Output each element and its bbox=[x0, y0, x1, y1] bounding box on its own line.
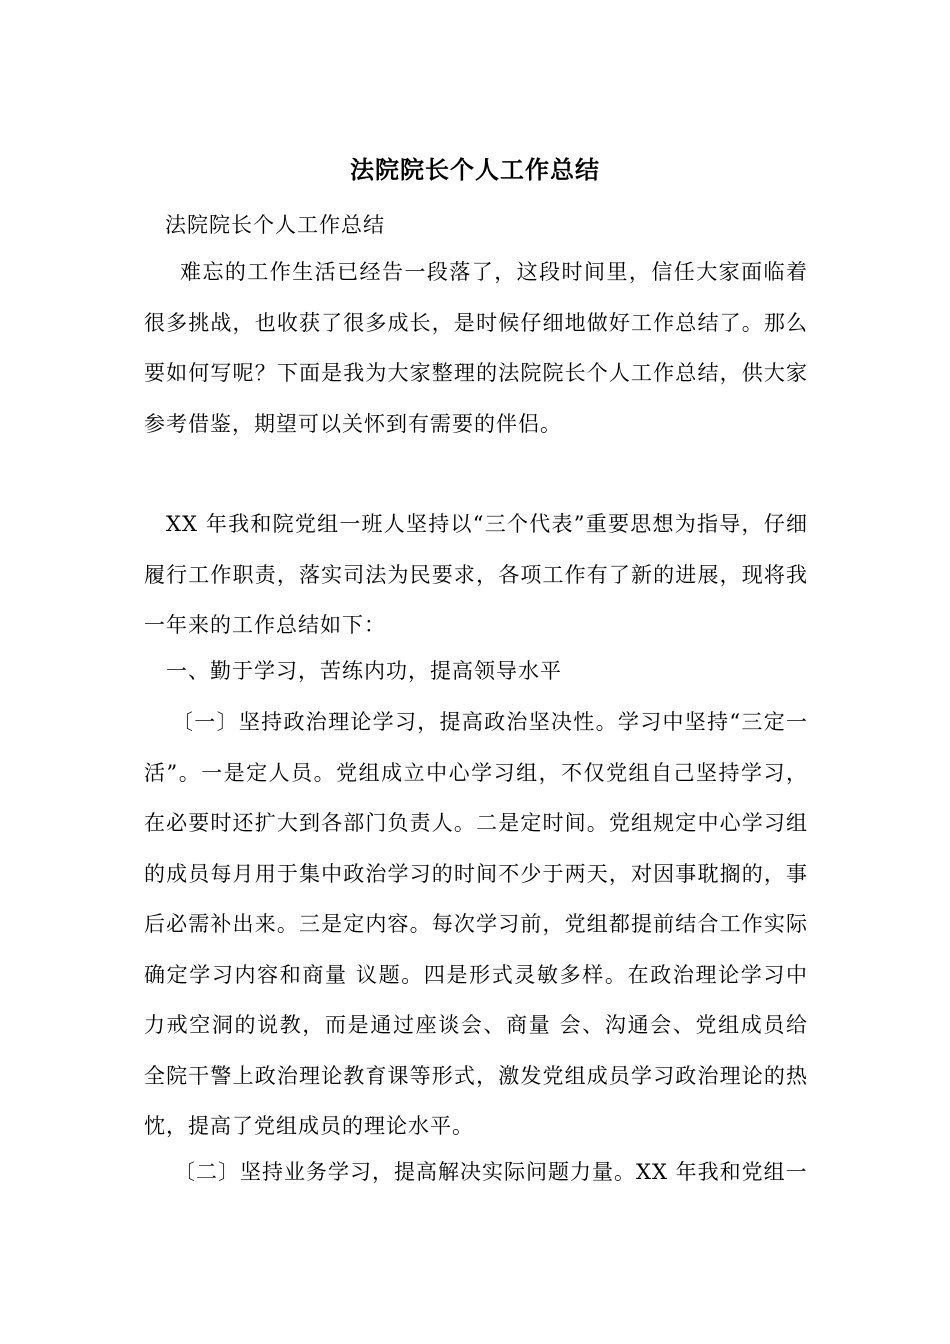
document-title: 法院院长个人工作总结 bbox=[350, 155, 600, 184]
paragraph-intro: 难忘的工作生活已经告一段落了，这段时间里，信任大家面临着很多挑战，也收获了很多成长，是时候仔细地做好工作总结了。那么要如何写呢？下面是我为大家整理的法院院长个人工作总结，供大家参考借鉴，期望可以关怀到有需要的伴侣。 bbox=[144, 260, 808, 436]
paragraph-political-study: 〔一〕坚持政治理论学习，提高政治坚决性。学习中坚持“三定一活”。一是定人员。党组成立中心学习组，不仅党组自己坚持学习，在必要时还扩大到各部门负责人。二是定时间。党组规定中心学习组的成员每月用于集中政治学习的时间不少于两天，对因事耽搁的，事后必需补出来。三是定内容。每次学习前，党组都提前结合工作实际确定学习内容和商量 议题。四是形式灵敏多样。在政治理论学习中力戒空洞的说教，而是通过座谈会、商量 会、沟通会、党组成员给全院干警上政治理论教育课等形式，激发党组成员学习政治理论的热忱，提高了党组成员的理论水平。 bbox=[144, 710, 808, 1138]
section-heading-1: 一、勤于学习，苦练内功，提高领导水平 bbox=[166, 659, 562, 683]
document-subtitle: 法院院长个人工作总结 bbox=[165, 213, 385, 237]
paragraph-summary-intro: XX 年我和院党组一班人坚持以“三个代表”重要思想为指导，仔细履行工作职责，落实司法为民要求，各项工作有了新的进展，现将我一年来的工作总结如下： bbox=[144, 512, 808, 637]
paragraph-business-study: 〔二〕坚持业务学习，提高解决实际问题力量。XX 年我和党组一 bbox=[174, 1160, 808, 1184]
